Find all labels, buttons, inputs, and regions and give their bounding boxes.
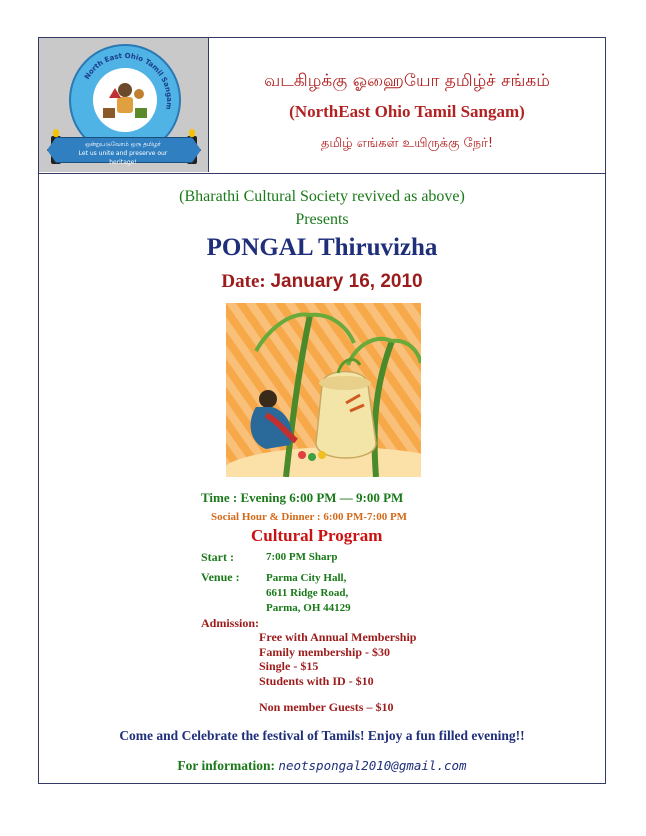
- sangam-motto: தமிழ் எங்கள் உயிருக்கு நேர்!: [320, 136, 494, 151]
- sangam-tamil-name: வடகிழக்கு ஓஹையோ தமிழ்ச் சங்கம்: [264, 71, 550, 91]
- flyer-frame: [38, 37, 606, 784]
- logo-panel: [39, 38, 209, 172]
- venue-line: 6611 Ridge Road,: [266, 587, 349, 599]
- admission-label: Admission:: [201, 616, 260, 630]
- logo-center: [93, 68, 157, 132]
- date-value: January 16, 2010: [270, 271, 423, 292]
- logo-ring-text: North East Ohio Tamil Sangam: [83, 51, 174, 111]
- admission-item: Single - $15: [259, 659, 319, 673]
- non-member-price: Non member Guests – $10: [259, 700, 394, 714]
- venue-label: Venue :: [201, 570, 240, 584]
- logo-ribbon-text: [67, 140, 179, 167]
- admission-item: Students with ID - $10: [259, 673, 374, 688]
- admission-item: Free with Annual Membership: [259, 630, 417, 644]
- social-hour: Social Hour & Dinner : 6:00 PM-7:00 PM: [211, 511, 408, 523]
- ribbon-english: Let us unite and preserve our heritage!: [78, 150, 168, 166]
- start-value: 7:00 PM Sharp: [266, 551, 338, 563]
- header-text: [209, 38, 605, 172]
- contact-email-link[interactable]: neotspongal2010@gmail.com: [278, 758, 467, 773]
- event-title: PONGAL Thiruvizha: [206, 234, 438, 261]
- program-heading: Cultural Program: [251, 526, 383, 545]
- ribbon-tamil: ஒன்றுபடுவோம் ஒரு தமிழர்: [85, 141, 161, 148]
- venue-address: [266, 571, 351, 616]
- venue-line: Parma, OH 44129: [266, 602, 351, 614]
- flyer-header: [39, 38, 605, 174]
- date-label: Date:: [221, 271, 266, 292]
- start-label: Start :: [201, 550, 234, 564]
- info-label: For information:: [177, 758, 276, 773]
- celebrate-tagline: Come and Celebrate the festival of Tamils! Enjoy a fun filled evening!!: [119, 728, 525, 743]
- pongal-celebration-illustration: [226, 303, 421, 477]
- event-date: [39, 271, 605, 293]
- admission-item: Family membership - $30: [259, 644, 390, 659]
- admission-list: [259, 630, 416, 688]
- venue-line: Parma City Hall,: [266, 572, 347, 584]
- revived-note: (Bharathi Cultural Society revived as above): [179, 188, 465, 205]
- event-time: Time : Evening 6:00 PM — 9:00 PM: [201, 490, 404, 505]
- presents-text: Presents: [295, 211, 349, 228]
- sangam-english-name: (NorthEast Ohio Tamil Sangam): [289, 102, 525, 121]
- contact-info: [39, 758, 605, 774]
